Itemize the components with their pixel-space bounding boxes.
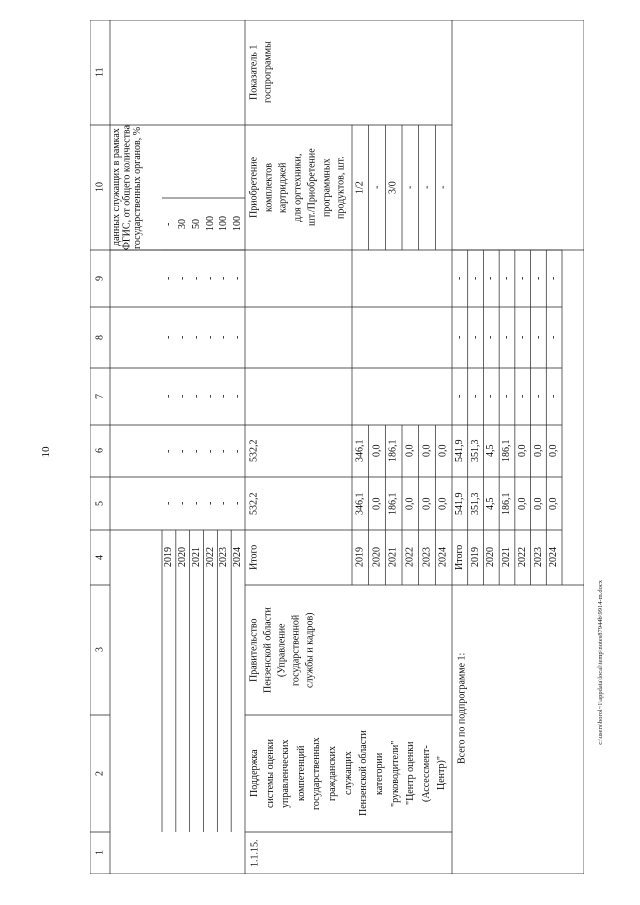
subtotal-cell: - xyxy=(454,335,466,340)
top-block-cell: - xyxy=(218,276,230,281)
subtotal-cell: 541,9 xyxy=(454,439,466,463)
column-number-header: 3 xyxy=(94,647,106,653)
subtotal-cell: - xyxy=(501,394,513,399)
executor-line: Пензенской области xyxy=(262,607,274,693)
top-block-cell: - xyxy=(232,394,244,399)
top-block-cell: - xyxy=(163,222,175,226)
subtotal-cell: Итого xyxy=(454,544,466,571)
subtotal-cell: 0,0 xyxy=(548,444,560,458)
indicator-value: - xyxy=(437,185,449,190)
top-block-cell: - xyxy=(204,449,216,453)
activity-name-line: "Центр оценки xyxy=(405,741,417,806)
subtotal-cell: - xyxy=(501,276,513,281)
value-cell: 0,0 xyxy=(371,444,383,458)
subtotal-cell: 2022 xyxy=(516,547,528,568)
activity-name-line: Поддержка xyxy=(249,749,261,798)
subtotal-cell: - xyxy=(454,394,466,399)
subtotal-cell: 2019 xyxy=(469,547,481,568)
column-number-header: 7 xyxy=(94,394,106,399)
subtotal-cell: 2021 xyxy=(501,547,513,568)
activity-name-line: гражданских xyxy=(327,746,339,801)
activity-name-line: Пензенской области xyxy=(358,730,370,817)
indicator-line: комплектов xyxy=(263,163,274,212)
total-label: Итого xyxy=(248,544,260,571)
subtotal-cell: - xyxy=(469,394,481,399)
column-number-header: 5 xyxy=(94,501,106,506)
value-cell: 0,0 xyxy=(371,497,383,510)
subtotal-cell: 4,5 xyxy=(485,497,497,510)
column-number-header: 9 xyxy=(94,276,106,281)
column-number-header: 1 xyxy=(94,850,106,856)
subtotal-cell: 4,5 xyxy=(485,444,497,458)
activity-name-line: служащих xyxy=(342,751,354,796)
top-block-cell: - xyxy=(204,335,216,340)
top-block-cell: - xyxy=(176,501,188,506)
value-cell: 346,1 xyxy=(354,492,366,515)
indicator-value: 3/0 xyxy=(387,181,399,194)
subtotal-cell: 2023 xyxy=(532,547,544,568)
year-cell: 2019 xyxy=(354,547,366,568)
subtotal-cell: 2020 xyxy=(485,547,497,568)
indicator-value: - xyxy=(421,185,433,190)
top-block-cell: - xyxy=(232,449,244,453)
subtotal-cell: - xyxy=(469,276,481,281)
indicator-line: шт./Приобретение xyxy=(306,148,318,227)
indicator-line: Приобретение xyxy=(248,156,260,219)
subtotal-cell: - xyxy=(516,394,528,399)
footer-path: c:\users\borol~1\appdata\local\temp\notes87944b\9914-m.docx xyxy=(597,580,604,745)
top-block-cell: - xyxy=(176,335,188,340)
column-number-header: 6 xyxy=(94,448,106,454)
top-block-cell: 2021 xyxy=(190,547,202,568)
executor-line: Правительство xyxy=(248,618,260,682)
top-block-cell: 100 xyxy=(232,216,244,232)
top-block-cell: - xyxy=(218,335,230,340)
top-block-cell: - xyxy=(163,335,175,340)
page-number: 10 xyxy=(40,446,52,458)
top-block-cell: - xyxy=(190,276,202,281)
top-block-cell: 50 xyxy=(190,219,202,229)
subtotal-label: Всего по подпрограмме 1: xyxy=(456,652,468,765)
top-block-cell: - xyxy=(163,501,175,506)
subtotal-cell: 186,1 xyxy=(501,439,513,463)
col11-line: госпрограммы xyxy=(262,41,274,104)
subtotal-cell: 0,0 xyxy=(516,444,528,458)
top-block-cell: - xyxy=(204,394,216,399)
subtotal-cell: 186,1 xyxy=(501,492,513,515)
activity-name-line: управленческих xyxy=(280,739,292,808)
subtotal-cell: 2024 xyxy=(548,547,560,568)
subtotal-cell: - xyxy=(548,276,560,281)
subtotal-cell: - xyxy=(485,394,497,399)
top-block-cell: - xyxy=(204,501,216,506)
subtotal-cell: 0,0 xyxy=(532,444,544,458)
top-block-cell: 100 xyxy=(204,216,216,232)
subtotal-cell: - xyxy=(454,276,466,281)
top-block-cell: - xyxy=(232,276,244,281)
executor-line: (Управление xyxy=(276,623,288,677)
subtotal-cell: - xyxy=(548,394,560,399)
subtotal-cell: - xyxy=(469,335,481,340)
indicator-line: продуктов, шт. xyxy=(335,156,347,219)
value-cell: 0,0 xyxy=(421,497,433,510)
top-block-cell: - xyxy=(232,335,244,340)
indicator-value: 1/2 xyxy=(354,181,366,194)
activity-name-line: Центр)" xyxy=(436,756,448,791)
subtotal-cell: - xyxy=(532,394,544,399)
year-cell: 2024 xyxy=(437,547,449,568)
indicator-line: для оргтехники, xyxy=(292,153,303,222)
activity-name-line: компетенций xyxy=(295,745,307,802)
top-block-cell: 2020 xyxy=(176,547,188,568)
subtotal-cell: 0,0 xyxy=(516,497,528,510)
top-block-cell: 2023 xyxy=(218,547,230,568)
top-block-cell: - xyxy=(176,394,188,399)
column-number-header: 11 xyxy=(94,67,106,78)
rotated-table xyxy=(90,20,584,874)
total-value: 532,2 xyxy=(248,492,260,515)
top-block-cell: 30 xyxy=(176,219,188,229)
subtotal-cell: - xyxy=(548,335,560,340)
top-block-cell: - xyxy=(218,501,230,506)
top-block-cell: - xyxy=(190,449,202,453)
top-block-cell: 2022 xyxy=(204,547,216,568)
column-number-header: 8 xyxy=(94,335,106,340)
top-block-cell: - xyxy=(163,394,175,399)
executor-line: государственной xyxy=(290,614,302,686)
activity-name-line: "руководители" xyxy=(389,740,401,807)
activity-name-line: системы оценки xyxy=(264,739,276,808)
top-block-cell: - xyxy=(176,276,188,281)
activity-name-line: категории xyxy=(373,752,385,795)
top-block-cell: - xyxy=(163,276,175,281)
indicator-line: программных xyxy=(321,158,332,217)
subtotal-cell: 0,0 xyxy=(532,497,544,510)
subtotal-cell: 0,0 xyxy=(548,497,560,510)
total-value: 532,2 xyxy=(248,439,260,463)
subtotal-cell: 541,9 xyxy=(454,492,466,515)
subtotal-cell: 351,3 xyxy=(469,492,481,515)
subtotal-cell: - xyxy=(516,276,528,281)
top-block-cell: - xyxy=(190,335,202,340)
value-cell: 0,0 xyxy=(437,497,449,510)
top-block-cell: - xyxy=(190,394,202,399)
column-number-header: 4 xyxy=(94,555,106,560)
subtotal-cell: - xyxy=(532,276,544,281)
top-block-cell: - xyxy=(190,501,202,506)
value-cell: 0,0 xyxy=(437,444,449,458)
subtotal-cell: - xyxy=(516,335,528,340)
col11-line: Показатель 1 xyxy=(248,44,260,101)
top-block-cell: - xyxy=(163,449,175,453)
year-cell: 2020 xyxy=(371,547,383,568)
indicator-value: - xyxy=(404,185,416,190)
top-block-cell: - xyxy=(232,501,244,506)
subtotal-cell: - xyxy=(501,335,513,340)
column-number-header: 10 xyxy=(94,182,106,193)
subtotal-cell: - xyxy=(485,276,497,281)
top-block-cell: - xyxy=(218,394,230,399)
value-cell: 0,0 xyxy=(404,444,416,458)
indicator-text: данных служащих в рамках ФГИС, от общего количества государственных органов, % xyxy=(111,124,143,250)
activity-name-line: (Ассессмент- xyxy=(420,745,432,802)
year-cell: 2021 xyxy=(387,547,399,568)
top-block-cell: - xyxy=(218,449,230,453)
indicator-value: - xyxy=(371,185,383,190)
top-block-cell: - xyxy=(176,449,188,453)
subtotal-cell: 351,3 xyxy=(469,439,481,463)
subtotal-cell: - xyxy=(532,335,544,340)
top-block-cell: 100 xyxy=(218,216,230,232)
top-block-cell: - xyxy=(204,276,216,281)
row-number: 1.1.15. xyxy=(249,839,261,867)
column-number-header: 2 xyxy=(94,771,106,776)
value-cell: 186,1 xyxy=(387,439,399,463)
value-cell: 0,0 xyxy=(421,444,433,458)
activity-name-line: государственных xyxy=(311,737,323,810)
value-cell: 0,0 xyxy=(404,497,416,510)
year-cell: 2023 xyxy=(421,547,433,568)
indicator-line: картриджей xyxy=(277,162,289,213)
subtotal-cell: - xyxy=(485,335,497,340)
executor-line: службы и кадров) xyxy=(304,612,316,688)
value-cell: 346,1 xyxy=(354,439,366,463)
value-cell: 186,1 xyxy=(387,492,399,515)
top-block-cell: 2019 xyxy=(163,547,175,568)
year-cell: 2022 xyxy=(404,547,416,568)
top-block-cell: 2024 xyxy=(232,547,244,568)
